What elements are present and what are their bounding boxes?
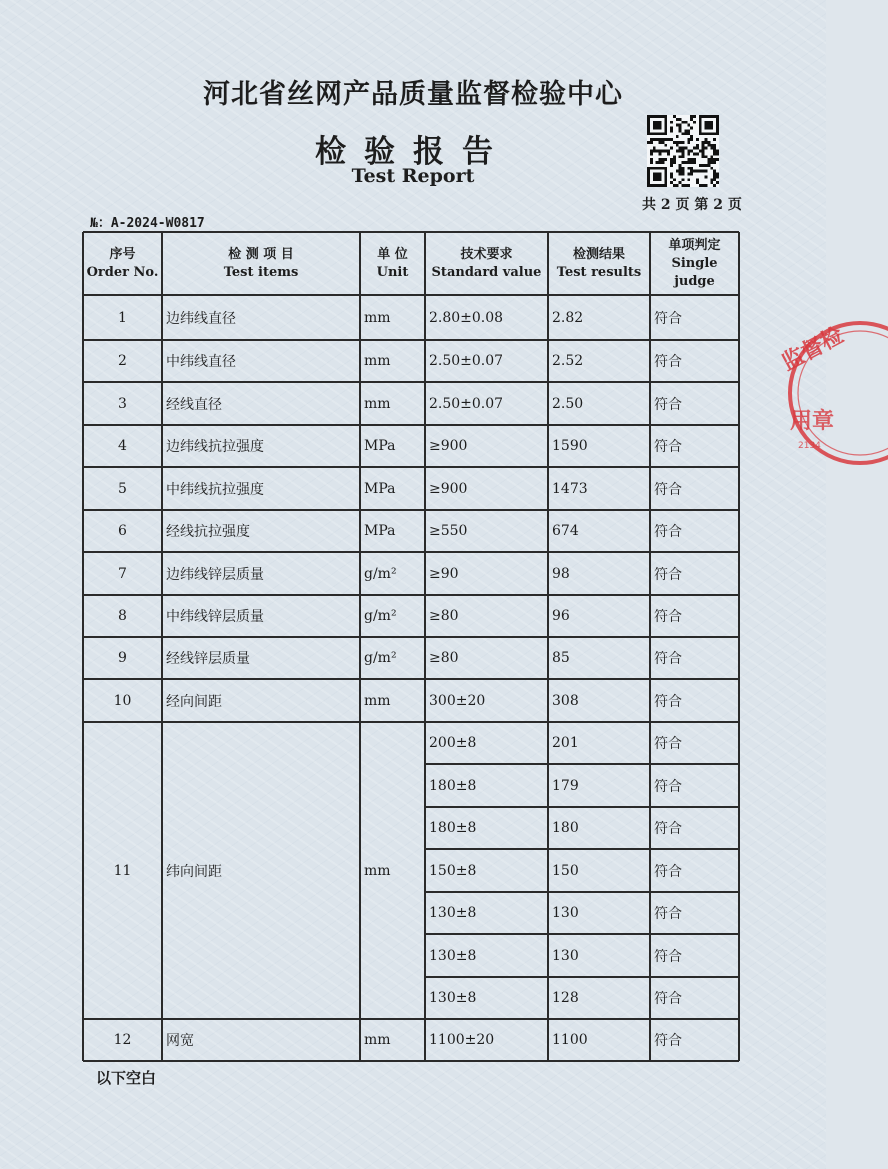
test-item: 中纬线直径	[166, 354, 236, 370]
test-item: 纬向间距	[166, 863, 222, 880]
single-judge: 符合	[654, 736, 682, 752]
table-border	[547, 232, 549, 1061]
test-result: 674	[552, 523, 579, 539]
test-item: 中纬线抗拉强度	[166, 481, 264, 498]
test-item: 经线直径	[166, 396, 222, 413]
table-border	[83, 381, 739, 383]
order-number: 3	[118, 395, 127, 412]
table-border	[424, 232, 426, 1061]
test-result: 130	[552, 905, 579, 921]
standard-value: 130±8	[429, 990, 477, 1006]
test-result: 2.52	[552, 353, 584, 369]
single-judge: 符合	[654, 354, 682, 370]
order-number: 8	[118, 608, 127, 624]
standard-value: 1100±20	[429, 1032, 495, 1048]
standard-value: 200±8	[429, 735, 477, 751]
test-result: 98	[552, 565, 570, 582]
table-border	[649, 232, 651, 1061]
organization-name: 河北省丝网产品质量监督检验中心	[203, 79, 623, 110]
unit: mm	[364, 309, 391, 326]
test-item: 中纬线锌层质量	[166, 609, 264, 625]
unit: MPa	[364, 438, 396, 454]
unit: g/m²	[364, 650, 397, 666]
standard-value: 2.50±0.07	[429, 395, 504, 412]
standard-value: ≥900	[429, 438, 468, 454]
unit: mm	[364, 353, 391, 369]
column-header-cn: 技术要求	[460, 246, 513, 262]
single-judge: 符合	[654, 991, 682, 1007]
single-judge: 符合	[654, 396, 682, 413]
column-header	[650, 232, 739, 295]
single-judge: 符合	[654, 310, 682, 327]
test-result: 1473	[552, 480, 588, 497]
table-border	[83, 339, 739, 341]
test-result: 308	[552, 692, 579, 709]
column-header	[360, 232, 425, 295]
order-number: 1	[118, 309, 127, 326]
column-header-en: Unit	[376, 264, 409, 280]
single-judge: 符合	[654, 693, 682, 710]
report-title-cn: 检验报告	[315, 134, 511, 170]
test-item: 网宽	[166, 1033, 194, 1049]
order-number: 4	[118, 438, 127, 454]
test-result: 180	[552, 820, 579, 836]
test-item: 边纬线锌层质量	[166, 566, 264, 583]
unit: MPa	[364, 480, 396, 497]
column-header-en: Test items	[223, 264, 299, 280]
standard-value: 180±8	[429, 777, 477, 794]
column-header-cn: 检测结果	[572, 246, 625, 262]
test-item: 边纬线直径	[166, 310, 236, 327]
test-item: 经线抗拉强度	[166, 524, 250, 540]
table-border	[83, 424, 739, 426]
column-header-cn: 单项判定	[668, 237, 721, 253]
order-number: 9	[118, 650, 127, 666]
single-judge: 符合	[654, 439, 682, 455]
test-result: 130	[552, 947, 579, 964]
table-border	[83, 294, 739, 296]
single-judge: 符合	[654, 481, 682, 498]
column-header	[425, 232, 548, 295]
table-border	[425, 848, 739, 850]
test-item: 经向间距	[166, 693, 222, 710]
column-header	[548, 232, 650, 295]
unit: mm	[364, 395, 391, 412]
table-border	[83, 231, 739, 233]
table-border	[359, 232, 361, 1061]
unit: mm	[364, 862, 391, 879]
single-judge: 符合	[654, 948, 682, 965]
test-result: 128	[552, 990, 579, 1006]
order-number: 12	[113, 1032, 132, 1048]
order-number: 11	[113, 862, 132, 879]
unit: mm	[364, 1032, 391, 1048]
test-result: 1100	[552, 1032, 588, 1048]
table-border	[738, 232, 740, 1061]
column-header	[83, 232, 162, 295]
svg-text:2134: 2134	[798, 441, 821, 451]
standard-value: 2.50±0.07	[429, 353, 504, 369]
table-border	[83, 1018, 739, 1020]
single-judge: 符合	[654, 778, 682, 795]
order-number: 5	[118, 480, 127, 497]
table-border	[83, 678, 739, 680]
test-result: 179	[552, 777, 579, 794]
order-number: 10	[113, 692, 132, 709]
unit: g/m²	[364, 608, 397, 624]
column-header-cn: 检 测 项 目	[228, 246, 294, 262]
report-number: №：A-2024-W0817	[90, 216, 205, 231]
single-judge: 符合	[654, 863, 682, 880]
table-border	[425, 933, 739, 935]
standard-value: ≥550	[429, 523, 468, 539]
test-result: 2.82	[552, 309, 584, 326]
standard-value: ≥900	[429, 480, 468, 497]
table-border	[83, 509, 739, 511]
report-title-en: Test Report	[351, 165, 475, 187]
standard-value: 150±8	[429, 862, 477, 879]
single-judge: 符合	[654, 1033, 682, 1049]
standard-value: 2.80±0.08	[429, 309, 504, 326]
standard-value: 130±8	[429, 905, 477, 921]
table-border	[83, 1060, 739, 1062]
column-header-en: Test results	[556, 264, 642, 280]
single-judge: 符合	[654, 524, 682, 540]
table-border	[83, 551, 739, 553]
standard-value: 300±20	[429, 692, 486, 709]
test-result: 85	[552, 650, 570, 666]
test-result: 96	[552, 608, 570, 624]
table-border	[425, 763, 739, 765]
column-header-cn: 序号	[109, 246, 136, 262]
table-border	[161, 232, 163, 1061]
table-border	[83, 594, 739, 596]
test-result: 201	[552, 735, 579, 751]
single-judge: 符合	[654, 651, 682, 667]
column-header-en: Single judge	[671, 255, 718, 289]
column-header-cn: 单 位	[377, 246, 408, 262]
column-header-en: Order No.	[86, 264, 159, 280]
order-number: 2	[118, 353, 127, 369]
table-border	[83, 466, 739, 468]
standard-value: 130±8	[429, 947, 477, 964]
single-judge: 符合	[654, 821, 682, 837]
table-border	[82, 232, 84, 1061]
single-judge: 符合	[654, 906, 682, 922]
unit: g/m²	[364, 565, 397, 582]
unit: MPa	[364, 523, 396, 539]
blank-below-note: 以下空白	[96, 1069, 157, 1087]
test-item: 边纬线抗拉强度	[166, 439, 264, 455]
single-judge: 符合	[654, 609, 682, 625]
order-number: 6	[118, 523, 127, 539]
table-border	[425, 891, 739, 893]
svg-text:用章: 用章	[790, 409, 835, 434]
standard-value: ≥90	[429, 565, 459, 582]
table-border	[83, 636, 739, 638]
standard-value: 180±8	[429, 820, 477, 836]
table-border	[83, 721, 739, 723]
official-seal-icon	[768, 318, 888, 468]
column-header-en: Standard value	[431, 264, 542, 280]
svg-text:监督检: 监督检	[777, 323, 848, 377]
test-results-table	[83, 232, 739, 1061]
single-judge: 符合	[654, 566, 682, 583]
column-header	[162, 232, 360, 295]
standard-value: ≥80	[429, 650, 459, 666]
test-result: 2.50	[552, 395, 584, 412]
page-info: 共 2 页 第 2 页	[642, 197, 742, 213]
qr-code-icon	[647, 115, 719, 187]
test-result: 150	[552, 862, 579, 879]
test-item: 经线锌层质量	[166, 651, 250, 667]
table-border	[425, 976, 739, 978]
table-border	[425, 806, 739, 808]
standard-value: ≥80	[429, 608, 459, 624]
order-number: 7	[118, 565, 127, 582]
unit: mm	[364, 692, 391, 709]
test-result: 1590	[552, 438, 588, 454]
